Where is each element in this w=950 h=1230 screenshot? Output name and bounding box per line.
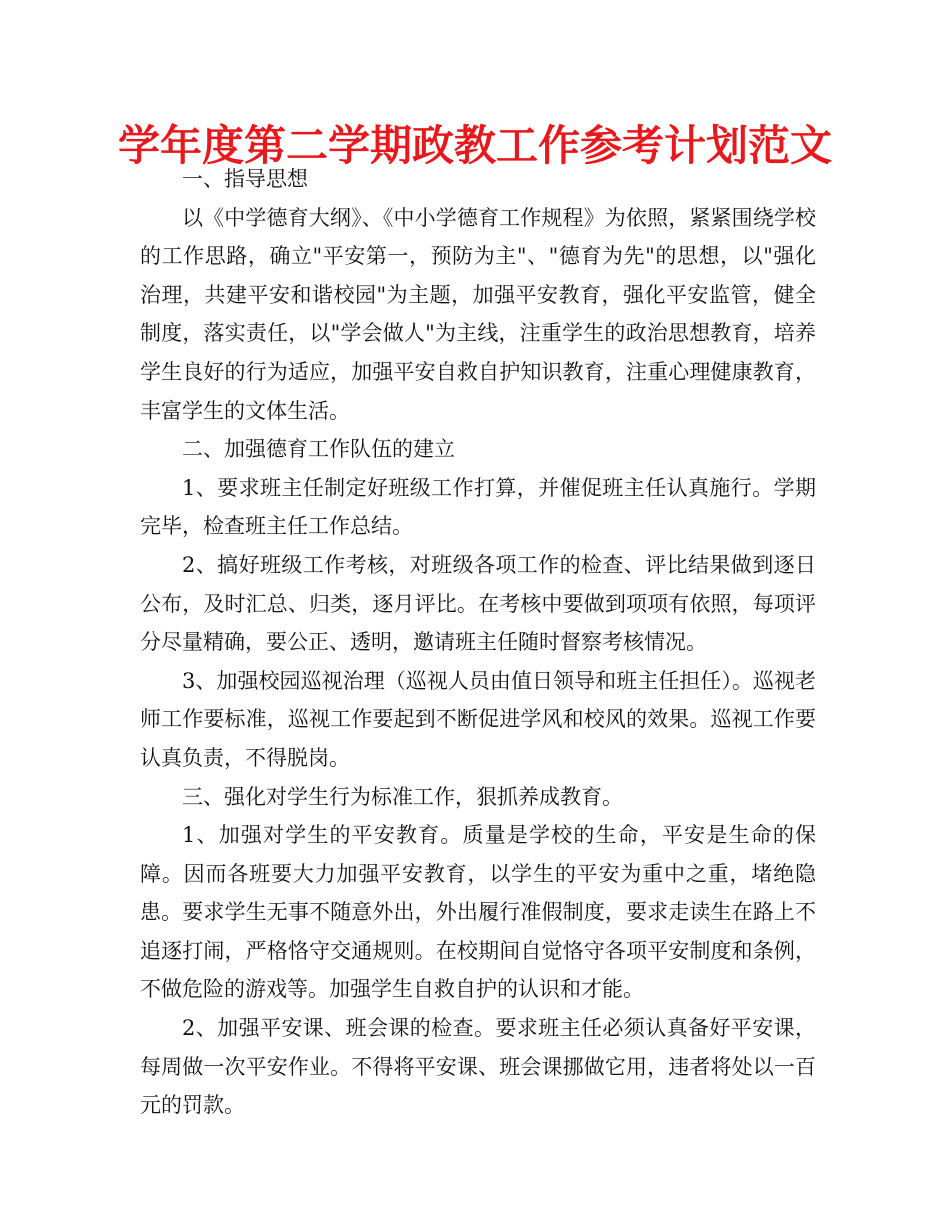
section-heading-behavior-standards: 三、强化对学生行为标准工作，狠抓养成教育。: [182, 784, 623, 809]
paragraph-guiding-ideology: 以《中学德育大纲》、《中小学德育工作规程》为依照，紧紧围绕学校的工作思路，确立"平安第一，预防为主"、"德育为先"的思想，以"强化治理，共建平安和谐校园"为主题，加强平安教育，强化平安监管，健全制度，落实责任，以"学会做人"为主线，注重学生的政治思想教育，培养学生良好的行为适应，加强平安自救自护知识教育，注重心理健康教育，丰富学生的文体生活。: [140, 205, 816, 423]
document-title: 学年度第二学期政教工作参考计划范文: [117, 121, 832, 170]
document-body: [140, 160, 816, 1125]
section-heading-team-building: 二、加强德育工作队伍的建立: [182, 437, 455, 462]
paragraph-item-3: 3、加强校园巡视治理（巡视人员由值日领导和班主任担任）。巡视老师工作要标准，巡视工作要起到不断促进学风和校风的效果。巡视工作要认真负责，不得脱岗。: [140, 668, 816, 770]
paragraph-item-1: 1、要求班主任制定好班级工作打算，并催促班主任认真施行。学期完毕，检查班主任工作总结。: [140, 475, 816, 539]
paragraph-class-inspection: 2、加强平安课、班会课的检查。要求班主任必须认真备好平安课，每周做一次平安作业。不得将平安课、班会课挪做它用，违者将处以一百元的罚款。: [140, 1016, 816, 1118]
section-heading-guiding-ideology: 一、指导思想: [182, 167, 308, 191]
paragraph-item-2: 2、搞好班级工作考核，对班级各项工作的检查、评比结果做到逐日公布，及时汇总、归类，逐月评比。在考核中要做到项项有依照，每项评分尽量精确，要公正、透明，邀请班主任随时督察考核情况。: [140, 552, 816, 655]
paragraph-safety-education: 1、加强对学生的平安教育。质量是学校的生命，平安是生命的保障。因而各班要大力加强平安教育，以学生的平安为重中之重，堵绝隐患。要求学生无事不随意外出，外出履行准假制度，要求走读生在路上不追逐打闹，严格恪守交通规则。在校期间自觉恪守各项平安制度和条例，不做危险的游戏等。加强学生自救自护的认识和才能。: [140, 823, 816, 1002]
